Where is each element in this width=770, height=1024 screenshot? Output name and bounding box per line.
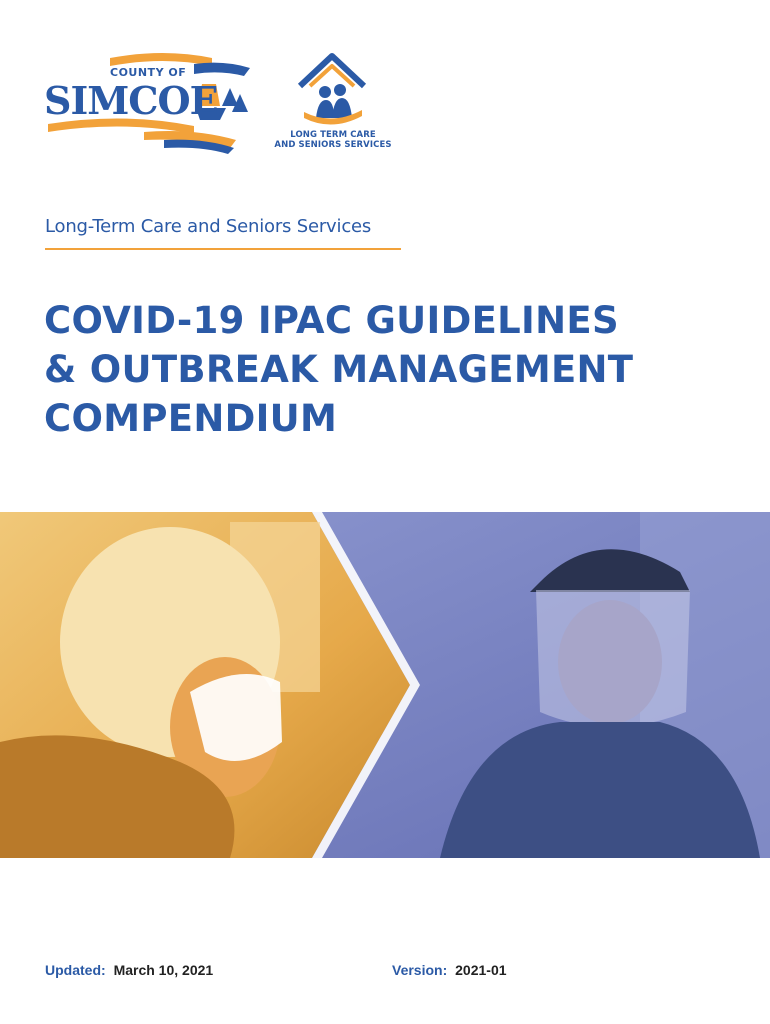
- version-info: [392, 962, 507, 978]
- title-line-2: & OUTBREAK MANAGEMENT: [44, 348, 634, 391]
- hero-photo: [0, 512, 770, 858]
- county-of-text: COUNTY OF: [110, 66, 187, 79]
- subtitle-underline: [45, 248, 401, 250]
- ltc-line-1: LONG TERM CARE: [290, 130, 376, 140]
- county-of-simcoe-logo: [44, 48, 258, 160]
- long-term-care-logo: [270, 52, 396, 160]
- version-value: 2021-01: [455, 962, 507, 978]
- updated-value: March 10, 2021: [113, 962, 214, 978]
- title-line-3: COMPENDIUM: [44, 397, 338, 440]
- simcoe-text: SIMCOE: [44, 78, 218, 123]
- document-title: [44, 296, 744, 443]
- ltc-logo-text: [270, 130, 396, 150]
- updated-label: Updated:: [45, 962, 106, 978]
- ltc-line-2: AND SENIORS SERVICES: [274, 140, 392, 150]
- version-label: Version:: [392, 962, 448, 978]
- updated-info: [45, 962, 213, 978]
- document-subtitle: Long-Term Care and Seniors Services: [45, 216, 372, 237]
- title-line-1: COVID-19 IPAC GUIDELINES: [44, 299, 619, 342]
- house-family-icon: [270, 52, 396, 128]
